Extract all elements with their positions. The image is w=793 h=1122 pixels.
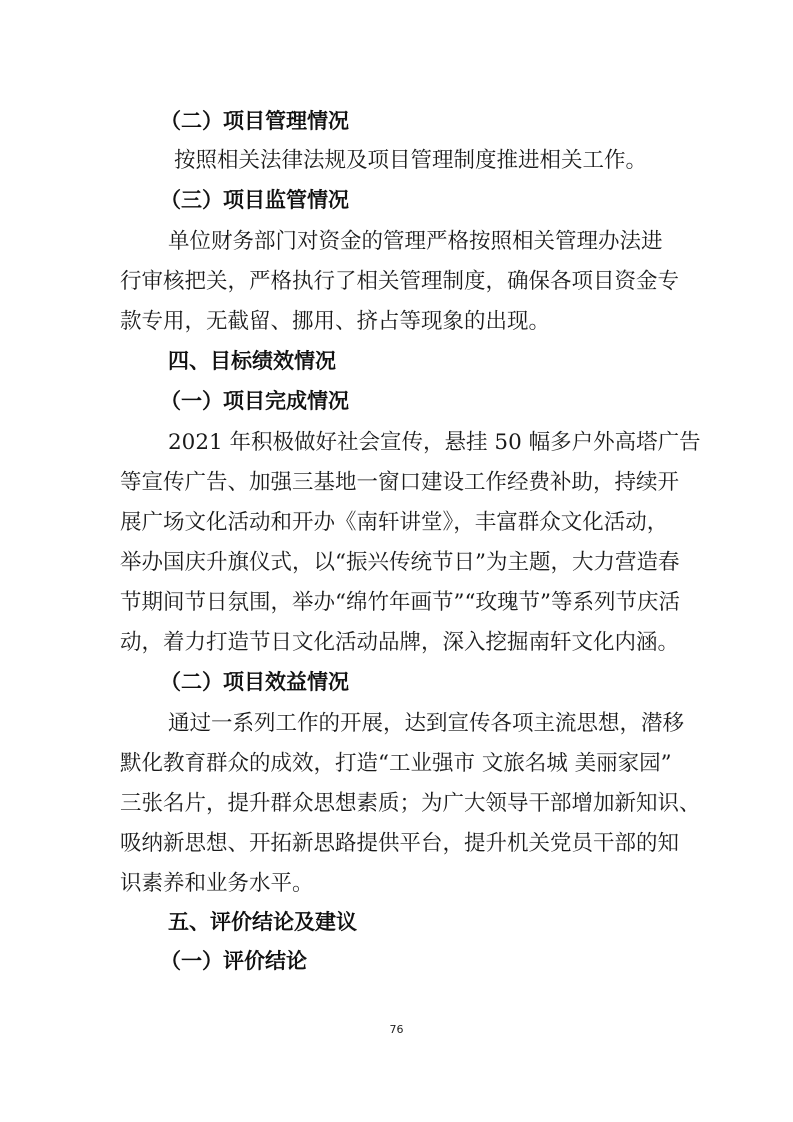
heading-project-benefits: （二）项目效益情况 (160, 670, 349, 694)
section-heading-performance: 四、目标绩效情况 (168, 349, 336, 373)
paragraph-line: 吸纳新思想、开拓新思路提供平台，提升机关党员干部的知 (120, 831, 680, 856)
paragraph-line: 默化教育群众的成效，打造“工业强市 文旅名城 美丽家园” (120, 751, 672, 776)
heading-evaluation-conclusion: （一）评价结论 (160, 949, 307, 973)
paragraph-line: 按照相关法律法规及项目管理制度推进相关工作。 (174, 148, 648, 173)
paragraph-line: 三张名片，提升群众思想素质；为广大领导干部增加新知识、 (120, 791, 701, 816)
paragraph-line: 展广场文化活动和开办《南轩讲堂》，丰富群众文化活动， (120, 510, 669, 535)
paragraph-line: 款专用，无截留、挪用、挤占等现象的出现。 (120, 309, 551, 334)
paragraph-line: 通过一系列工作的开展，达到宣传各项主流思想，潜移 (168, 711, 685, 736)
page-number: 76 (389, 1023, 404, 1036)
paragraph-line: 单位财务部门对资金的管理严格按照相关管理办法进 (168, 229, 663, 254)
paragraph-line: 行审核把关，严格执行了相关管理制度，确保各项目资金专 (120, 269, 680, 294)
heading-project-supervision: （三）项目监管情况 (160, 188, 349, 212)
heading-project-completion: （一）项目完成情况 (160, 389, 349, 413)
heading-project-management: （二）项目管理情况 (160, 109, 349, 133)
paragraph-line: 等宣传广告、加强三基地一窗口建设工作经费补助，持续开 (120, 470, 680, 495)
paragraph-line: 2021 年积极做好社会宣传，悬挂 50 幅多户外高塔广告 (168, 430, 701, 455)
section-heading-evaluation: 五、评价结论及建议 (168, 910, 357, 934)
paragraph-line: 识素养和业务水平。 (120, 871, 314, 896)
paragraph-line: 节期间节日氛围，举办“绵竹年画节”“玫瑰节”等系列节庆活 (120, 590, 680, 615)
paragraph-line: 举办国庆升旗仪式，以“振兴传统节日”为主题，大力营造春 (120, 550, 680, 575)
paragraph-line: 动，着力打造节日文化活动品牌，深入挖掘南轩文化内涵。 (120, 630, 680, 655)
